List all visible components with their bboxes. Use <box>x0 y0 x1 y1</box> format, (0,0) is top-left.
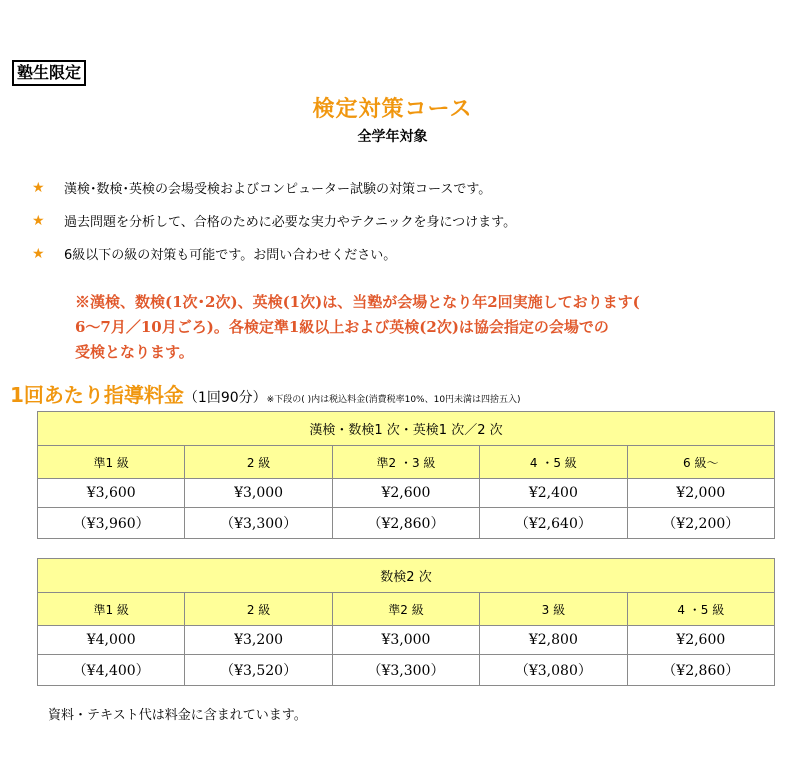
price-cell: ¥2,600 <box>627 626 774 655</box>
price-cell: ¥2,600 <box>332 479 479 508</box>
notice-line: ※漢検、数検(1次･2次)、英検(1次)は、当塾が会場となり年2回実施しております( <box>75 293 640 311</box>
table-title: 漢検・数検1 次・英検1 次／2 次 <box>38 412 775 446</box>
table-title: 数検2 次 <box>38 559 775 593</box>
grade-cell: 準1 級 <box>38 446 185 479</box>
tax-price-cell: （¥2,860） <box>627 655 774 686</box>
grade-cell: 準2 級 <box>332 593 479 626</box>
tax-price-cell: （¥3,080） <box>480 655 627 686</box>
page-title: 検定対策コース <box>312 97 473 122</box>
grade-cell: 準2 ・3 級 <box>332 446 479 479</box>
table-title-row <box>38 412 775 446</box>
bullet-text: 漢検･数検･英検の会場受検およびコンピューター試験の対策コースです。 <box>64 182 492 197</box>
feature-bullet-3 <box>32 244 396 263</box>
price-cell: ¥3,000 <box>332 626 479 655</box>
price-cell: ¥3,000 <box>185 479 332 508</box>
notice-line: 受検となります。 <box>75 343 194 361</box>
star-icon: ★ <box>32 179 45 196</box>
grade-cell: 2 級 <box>185 446 332 479</box>
grade-cell: 6 級～ <box>627 446 774 479</box>
page-subtitle: 全学年対象 <box>357 129 428 145</box>
tax-price-cell: （¥2,640） <box>480 508 627 539</box>
table-title-row <box>38 559 775 593</box>
fee-heading-duration: （1回90分） <box>183 390 267 406</box>
tax-price-cell: （¥2,860） <box>332 508 479 539</box>
price-table-suken-second <box>37 558 775 686</box>
tax-price-cell: （¥3,300） <box>332 655 479 686</box>
tax-price-cell: （¥4,400） <box>38 655 185 686</box>
grade-cell: 準1 級 <box>38 593 185 626</box>
price-cell: ¥2,000 <box>627 479 774 508</box>
materials-included-note: 資料・テキスト代は料金に含まれています。 <box>48 708 307 723</box>
star-icon: ★ <box>32 212 45 229</box>
fee-heading <box>10 379 521 408</box>
grade-cell: 2 級 <box>185 593 332 626</box>
feature-bullet-2 <box>32 211 516 230</box>
price-table-kanken-suken-eiken <box>37 411 775 539</box>
price-cell: ¥4,000 <box>38 626 185 655</box>
tax-price-cell: （¥2,200） <box>627 508 774 539</box>
price-row <box>38 626 775 655</box>
tax-price-row <box>38 655 775 686</box>
fee-heading-note: ※下段の( )内は税込料金(消費税率10%、10円未満は四捨五入) <box>266 395 521 405</box>
price-cell: ¥3,200 <box>185 626 332 655</box>
tax-price-cell: （¥3,520） <box>185 655 332 686</box>
tax-price-row <box>38 508 775 539</box>
price-cell: ¥2,800 <box>480 626 627 655</box>
grade-cell: 4 ・5 級 <box>627 593 774 626</box>
exam-venue-notice <box>75 290 715 365</box>
star-icon: ★ <box>32 245 45 262</box>
grade-row <box>38 446 775 479</box>
tax-price-cell: （¥3,960） <box>38 508 185 539</box>
price-cell: ¥3,600 <box>38 479 185 508</box>
members-only-badge: 塾生限定 <box>12 60 86 86</box>
feature-bullet-1 <box>32 178 491 197</box>
price-row <box>38 479 775 508</box>
notice-line: 6～7月／10月ごろ)。各検定準1級以上および英検(2次)は協会指定の会場での <box>75 318 609 336</box>
grade-cell: 4 ・5 級 <box>480 446 627 479</box>
tax-price-cell: （¥3,300） <box>185 508 332 539</box>
bullet-text: 6級以下の級の対策も可能です。お問い合わせください。 <box>64 248 397 263</box>
bullet-text: 過去問題を分析して、合格のために必要な実力やテクニックを身につけます。 <box>64 215 517 230</box>
grade-row <box>38 593 775 626</box>
fee-heading-main: 1回あたり指導料金 <box>10 383 184 407</box>
grade-cell: 3 級 <box>480 593 627 626</box>
price-cell: ¥2,400 <box>480 479 627 508</box>
